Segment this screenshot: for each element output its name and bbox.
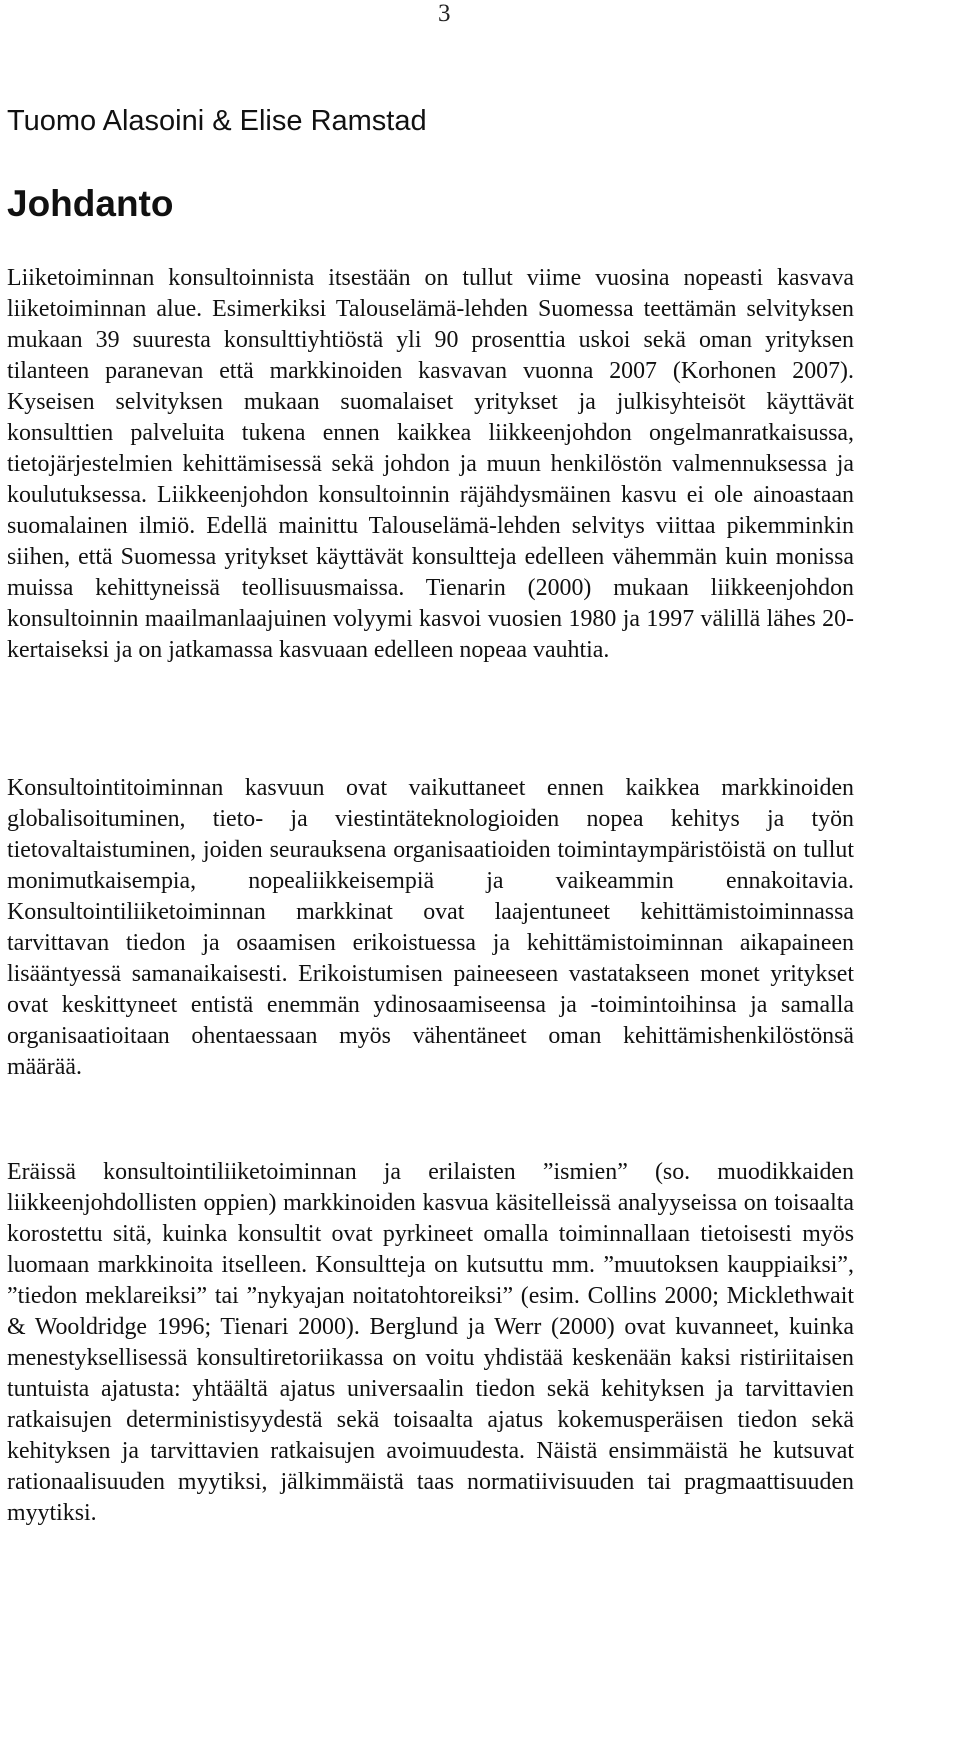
author-line: Tuomo Alasoini & Elise Ramstad [7,105,427,137]
paragraph-1: Liiketoiminnan konsultoinnista itsestään on tullut viime vuosina nopeasti kasvava liiketoiminnan alue. Esimerkiksi Talouselämä-lehden Suomessa teettämän selvityksen mukaan 39 suuresta konsulttiyhtiöstä yli 90 prosenttia uskoi sekä oman yrityksen tilanteen paranevan että markkinoiden kasvavan vuonna 2007 (Korhonen 2007). Kyseisen selvityksen mukaan suomalaiset yritykset ja julkisyhteisöt käyttävät konsulttien palveluita tukena ennen kaikkea liikkeenjohdon ongelmanratkaisussa, tietojärjestelmien kehittämisessä sekä johdon ja muun henkilöstön valmennuksessa ja koulutuksessa. Liikkeenjohdon konsultoinnin räjähdysmäinen kasvu ei ole ainoastaan suomalainen ilmiö. Edellä mainittu Talouselämä-lehden selvitys viittaa pikemminkin siihen, että Suomessa yritykset käyttävät konsultteja edelleen vähemmän kuin monissa muissa kehittyneissä teollisuusmaissa. Tienarin (2000) mukaan liikkeenjohdon konsultoinnin maailmanlaajuinen volyymi kasvoi vuosien 1980 ja 1997 välillä lähes 20-kertaiseksi ja on jatkamassa kasvuaan edelleen nopeaa vauhtia. [7,265,854,663]
page-number: 3 [438,0,451,27]
section-title: Johdanto [7,183,174,224]
paragraph-3: Eräissä konsultointiliiketoiminnan ja erilaisten ”ismien” (so. muodikkaiden liikkeenjohdollisten oppien) markkinoiden kasvua käsitelleissä analyyseissa on toisaalta korostettu sitä, kuinka konsultit ovat pyrkineet omalla toiminnallaan tietoisesti myös luomaan markkinoita itselleen. Konsultteja on kutsuttu mm. ”muutoksen kauppiaiksi”, ”tiedon meklareiksi” tai ”nykyajan noitatohtoreiksi” (esim. Collins 2000; Micklethwait & Wooldridge 1996; Tienari 2000). Berglund ja Werr (2000) ovat kuvanneet, kuinka menestyksellisessä konsultiretoriikassa on voitu yhdistää keskenään kaksi ristiriitaisen tuntuista ajatusta: yhtäältä ajatus universaalin tiedon sekä kehityksen ja tarvittavien ratkaisujen deterministisyydestä sekä toisaalta ajatus kokemusperäisen tiedon sekä kehityksen ja tarvittavien ratkaisujen avoimuudesta. Näistä ensimmäistä he kutsuvat rationaalisuuden myytiksi, jälkimmäistä taas normatiivisuuden tai pragmaattisuuden myytiksi. [7,1159,854,1526]
paragraph-2: Konsultointitoiminnan kasvuun ovat vaikuttaneet ennen kaikkea markkinoiden globalisoituminen, tieto- ja viestintäteknologioiden nopea kehitys ja työn tietovaltaistuminen, joiden seurauksena organisaatioiden toimintaympäristöistä on tullut monimutkaisempia, nopealiikkeisempiä ja vaikeammin ennakoitavia. Konsultointiliiketoiminnan markkinat ovat laajentuneet kehittämistoiminnassa tarvittavan tiedon ja osaamisen erikoistuessa ja kehittämistoiminnan aikapaineen lisääntyessä samanaikaisesti. Erikoistumisen paineeseen vastatakseen monet yritykset ovat keskittyneet entistä enemmän ydinosaamiseensa ja -toimintoihinsa ja samalla organisaatioitaan ohentaessaan myös vähentäneet oman kehittämishenkilöstönsä määrää. [7,775,854,1080]
